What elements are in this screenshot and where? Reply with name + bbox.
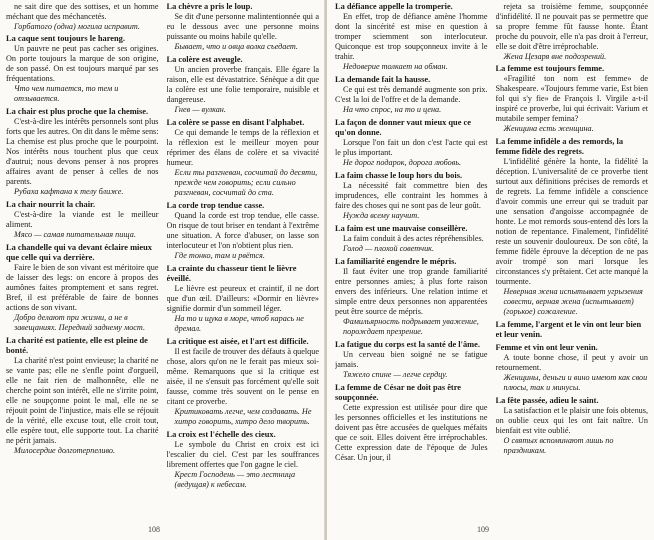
dictionary-entry — [167, 2, 320, 52]
entry-body: Ce qui est très demandé augmente son prix. C'est la loi de l'offre et de la demande. — [335, 85, 488, 104]
entry-translation: Рубаха кафтана к телу ближе. — [14, 187, 124, 196]
dictionary-entry — [335, 224, 488, 254]
entry-body: La faim conduit à des actes répréhensibles. — [343, 234, 484, 243]
entry-body: La nécessité fait commettre bien des imprudences, elle contraint les hommes à faire des choses qui ne sont pas de leur goût. — [335, 181, 488, 210]
continued-fragment — [496, 2, 649, 62]
entry-translation: Критиковать легче, чем создавать. Не хитро говорить, хитро дело творить. — [174, 407, 312, 426]
dictionary-entry — [167, 201, 320, 261]
entry-headword: La colère est aveugle. — [166, 55, 243, 64]
entry-headword: La critique est aisée, et l'art est difficile. — [166, 337, 309, 346]
entry-translation: Жена Цезаря вне подозрений. — [503, 52, 607, 61]
entry-body: Le lièvre est peureux et craintif, il ne dort que d'un œil. D'ailleurs: «Dormir en lièvre» signifie dormir d'un sommeil léger. — [166, 284, 319, 313]
dictionary-entry — [167, 337, 320, 427]
dictionary-entry — [6, 336, 159, 456]
right-page-columns — [335, 2, 648, 512]
entry-translation: Добро делают при жизни, а не в завещаниях. Передний заднему мост. — [14, 313, 145, 332]
entry-translation: Тяжело спине — легче сердцу. — [343, 370, 448, 379]
entry-translation: Мясо — самая питательная пища. — [14, 230, 136, 239]
entry-translation: Женщина есть женщина. — [503, 124, 594, 133]
dictionary-entry — [167, 55, 320, 115]
entry-translation: Крест Господень — это лестница (ведущая) к небесам. — [174, 470, 296, 489]
entry-body: C'est-à-dire les intérêts personnels sont plus forts que les autres. On dit dans le même sens: La chemise est plus proche que le pourpoint. Nos intérêts nous touchent plus que ceux d'autrui; nous devons penser à nos propres affaires avant de penser à celles de nos parents. — [6, 117, 159, 186]
entry-translation: Если ты разгневан, сосчитай до десяти, прежде чем говорить; если сильно разгневан, сосчитай до ста. — [174, 168, 318, 197]
dictionary-entry — [496, 64, 649, 134]
dictionary-entry — [6, 107, 159, 197]
entry-headword: La faim est une mauvaise conseillère. — [335, 224, 468, 233]
entry-translation: Неверная жена испытывает угрызения совести, верная жена (испытывает) (горькое) сожаление. — [503, 287, 643, 316]
entry-translation: На то и щука в море, чтоб карась не дремал. — [174, 314, 304, 333]
entry-body: Quand la corde est trop tendue, elle casse. On risque de tout briser en tendant à l'extrême une situation. A force d'abuser, on lasse son interlocuteur et l'on n'obtient plus rien. — [166, 211, 319, 250]
entry-body: Ce qui demande le temps de la réflexion et la réflexion est le meilleur moyen pour réprimer des élans de colère et sa vivacité humeur. — [166, 128, 319, 167]
dictionary-entry — [335, 2, 488, 72]
left-page-columns — [6, 2, 319, 512]
dictionary-entry — [167, 264, 320, 334]
right-column-2 — [496, 2, 649, 512]
entry-body: Lorsque l'on fait un don c'est l'acte qui est le plus important. — [335, 138, 488, 157]
entry-body: Faire le bien de son vivant est méritoire que de laisser des legs: on encore à propos des aumônes faites promptement et sans regret. Bref, il est préférable de faire de bonnes actions de son vivant. — [6, 263, 159, 312]
dictionary-entry — [335, 340, 488, 380]
dictionary-entry — [167, 118, 320, 198]
entry-body: ne sait dire que des sottises, et un homme méchant que des méchancetés. — [6, 2, 159, 21]
entry-headword: La chèvre a pris le loup. — [166, 2, 253, 11]
dictionary-entry — [167, 430, 320, 490]
entry-body: La satisfaction et le plaisir une fois obtenus, on oublie ceux qui les ont fait naître. Un bienfait est vite oublié. — [495, 406, 648, 435]
entry-translation: Нужда всему научит. — [343, 211, 420, 220]
dictionary-entry — [335, 383, 488, 463]
entry-translation: Голод — плохой советчик. — [343, 244, 435, 253]
entry-body: Un cerveau bien soigné ne se fatigue jamais. — [335, 350, 488, 369]
entry-headword: La familiarité engendre le mépris. — [335, 257, 457, 266]
entry-translation: На что спрос, на то и цена. — [343, 105, 442, 114]
entry-headword: La demande fait la hausse. — [335, 75, 431, 84]
entry-translation: О святых вспоминают лишь по праздникам. — [503, 436, 614, 455]
dictionary-entry — [335, 75, 488, 115]
entry-body: La charité n'est point envieuse; la charité ne se vante pas; elle ne s'enfle point d'orgueil, elle ne fait rien de malhonnête, elle ne cherche point son intérêt, elle ne s'irrite point, elle ne soupçonne point le mal, elle ne se réjouit point de l'injustice, mais elle se réjouit de la vérité, elle excuse tout, elle croit tout, elle espère tout, elle supporte tout. La charité ne périt jamais. — [6, 356, 159, 445]
entry-translation: Недоверие толкает на обман. — [343, 62, 448, 71]
entry-body: «Fragilité ton nom est femme» de Shakespeare. «Toujours femme varie, Est bien fol qui s'y fie» de François I. Virgile a-t-il inspiré ce proverbe, lui qui écrivait: Varium et mutabile semper femina? — [495, 74, 648, 123]
entry-headword: La femme infidèle a des remords, la femme fidèle des regrets. — [495, 137, 624, 156]
entry-body: Se dit d'une personne malintentionnée qui a eu le dessous avec une personne moins puissante ou moins habile qu'elle. — [166, 12, 319, 41]
entry-body: Cette expression est utilisée pour dire que les personnes officielles et les institutions ne doivent pas être accusées de quelques méfaits que ce soit. Elles doivent être irréprochables. Cette expression date de l'époque de Jules César. Un jour, il — [335, 403, 488, 462]
entry-headword: La façon de donner vaut mieux que ce qu'on donne. — [335, 118, 471, 137]
entry-body: Un pauvre ne peut pas cacher ses origines. On porte toujours la marque de son origine, de son passé. On est toujours marqué par ses fréquentations. — [6, 44, 159, 83]
entry-headword: Femme et vin ont leur venin. — [495, 343, 598, 352]
entry-headword: La femme est toujours femme. — [495, 64, 605, 73]
dictionary-entry — [496, 396, 649, 456]
left-column-1 — [6, 2, 159, 512]
entry-body: Le symbole du Christ en croix est ici l'escalier du ciel. C'est par les souffrances librement offertes que l'on gagne le ciel. — [166, 440, 319, 469]
entry-body: Il est facile de trouver des défauts à quelque chose, alors qu'on ne le ferait pas mieux soi-même. Remarquons que si la critique est aisée, il ne s'ensuit pas forcément qu'elle soit fausse, comme très souvent on le pense en citant ce proverbe. — [166, 347, 319, 406]
entry-headword: La colère se passe en disant l'alphabet. — [166, 118, 305, 127]
dictionary-entry — [6, 243, 159, 333]
right-column-1 — [335, 2, 488, 512]
entry-headword: La femme, l'argent et le vin ont leur bien et leur venin. — [495, 320, 642, 339]
page-number: 109 — [477, 525, 489, 534]
entry-body: rejeta sa troisième femme, soupçonnée d'infidélité. Il ne pouvait pas se permettre que sa propre femme fût fausse honte. Étant proche du pouvoir, elle n'a pas droit à l'erreur, elle se doit d'être irréprochable. — [495, 2, 648, 51]
entry-headword: La femme de César ne doit pas être soupçonnée. — [335, 383, 461, 402]
entry-headword: La croix est l'échelle des cieux. — [166, 430, 276, 439]
entry-headword: La crainte du chasseur tient le lièvre éveillé. — [166, 264, 297, 283]
dictionary-entry — [335, 171, 488, 221]
entry-headword: La fatigue du corps est la santé de l'âme. — [335, 340, 480, 349]
left-column-2 — [167, 2, 320, 512]
entry-translation: Горбатого (одна) могила исправит. — [14, 22, 140, 31]
entry-headword: La chair est plus proche que la chemise. — [6, 107, 149, 116]
right-page — [327, 0, 654, 540]
dictionary-entry — [335, 118, 488, 168]
dictionary-entry — [496, 320, 649, 340]
entry-headword: La caque sent toujours le hareng. — [6, 34, 125, 43]
dictionary-entry — [6, 34, 159, 104]
entry-translation: Не дорог подарок, дорога любовь. — [343, 158, 462, 167]
dictionary-entry — [496, 137, 649, 317]
entry-translation: Фамильярность подрывает уважение, порождает презрение. — [343, 317, 479, 336]
entry-headword: La fête passée, adieu le saint. — [495, 396, 599, 405]
entry-headword: La corde trop tendue casse. — [166, 201, 265, 210]
entry-body: C'est-à-dire la viande est le meilleur aliment. — [6, 210, 159, 229]
entry-headword: La charité est patiente, elle est pleine de bonté. — [6, 336, 148, 355]
entry-body: A toute bonne chose, il peut y avoir un retournement. — [495, 353, 648, 372]
entry-headword: La faim chasse le loup hors du bois. — [335, 171, 463, 180]
entry-headword: La chair nourrit la chair. — [6, 200, 96, 209]
dictionary-entry — [335, 257, 488, 337]
left-page — [0, 0, 325, 540]
dictionary-entry — [496, 343, 649, 393]
entry-translation: Бывает, что и овца волка съедает. — [174, 42, 298, 51]
entry-translation: Милосердие долготерпеливо. — [14, 446, 116, 455]
entry-headword: La défiance appelle la tromperie. — [335, 2, 453, 11]
entry-body: L'infidélité génère la honte, la fidélité la déception. L'universalité de ce proverbe tient surtout aux définitions précises de remords et de regrets. La femme infidèle a conscience d'avoir commis une erreur qui se traduit par une sensation d'angoisse accompagnée de honte. Le mot remords sous-entend dès lors la notion de repentance. Finalement, l'infidélité reste un souvenir douloureux. De son côté, la femme fidèle éprouve la déception de ne pas avoir trompé son mari lorsque les circonstances s'y prêtaient. Cet acte manqué la tourmente. — [495, 157, 648, 286]
entry-headword: La chandelle qui va devant éclaire mieux que celle qui va derrière. — [6, 243, 152, 262]
entry-body: Il faut éviter une trop grande familiarité entre personnes amies; à plus forte raison envers des inférieurs. Une relation intime et simple entre deux personnes non apparentées peut être source de mépris. — [335, 267, 488, 316]
page-number: 108 — [148, 525, 160, 534]
entry-body: Un ancien proverbe français. Elle égare la raison, elle est dévastatrice. Sénèque a dit que la colère est une folie temporaire, nuisible et dangereuse. — [166, 65, 319, 104]
dictionary-entry — [6, 200, 159, 240]
entry-translation: Где тонко, там и рвётся. — [174, 251, 265, 260]
continued-fragment — [6, 2, 159, 32]
entry-translation: Женщины, деньги и вино имеют как свои плюсы, так и минусы. — [503, 373, 648, 392]
entry-translation: Что чем питается, то тем и отзывается. — [14, 84, 119, 103]
entry-translation: Гнев — вулкан. — [174, 105, 226, 114]
entry-body: En effet, trop de défiance amène l'homme dont la sincérité est mise en question à tromper sciemment son interlocuteur. Quiconque est trop soupçonneux invite à le trahir. — [335, 12, 488, 61]
